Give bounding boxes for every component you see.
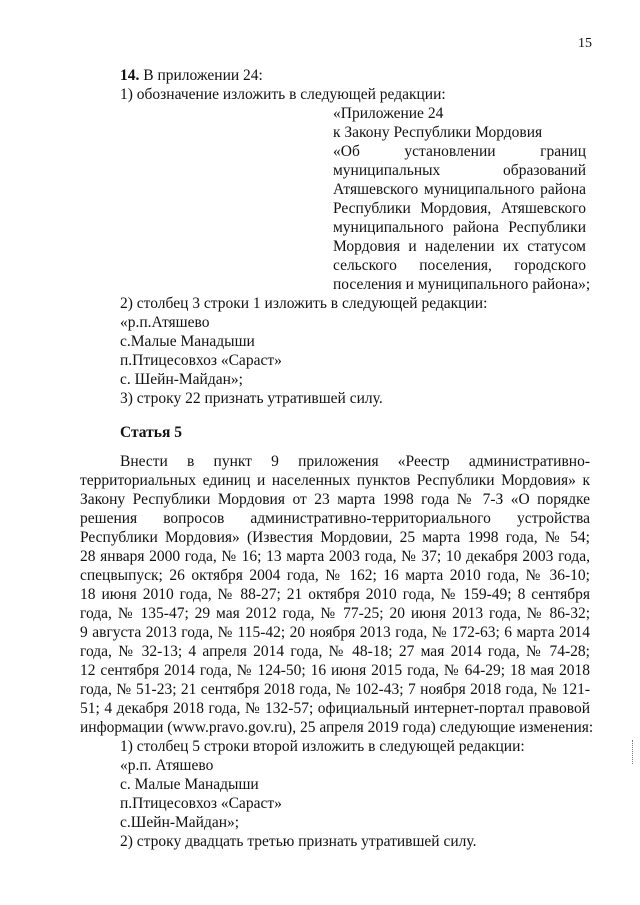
quote-line: сельского поселения, городского — [333, 257, 586, 274]
article-5-paragraph-line: Внести в пункт 9 приложения «Реестр административно- — [120, 453, 590, 470]
quote-line: «Об установлении границ — [333, 143, 586, 160]
quote-line: муниципальных образований — [333, 162, 586, 179]
article-5-paragraph-line: 12 сентября 2014 года, № 124-50; 16 июня 2015 года, № 64-29; 18 мая 2018 — [80, 662, 590, 679]
article-5-paragraph-line: территориальных единиц и населенных пунктов Республики Мордовия» к — [80, 472, 590, 489]
settlement-list-item: с.Шейн-Майдан»; — [120, 814, 240, 831]
settlement-list-item: «р.п. Атяшево — [120, 757, 214, 774]
article-5-item-2: 2) строку двадцать третью признать утратившей силу. — [120, 833, 477, 850]
section-14-number: 14. — [120, 67, 140, 84]
article-5-item-1: 1) столбец 5 строки второй изложить в следующей редакции: — [120, 738, 525, 755]
article-5-paragraph-line: 28 января 2000 года, № 16; 13 марта 2003 года, № 37; 10 декабря 2003 года, — [80, 548, 590, 565]
quote-line: Атяшевского муниципального района — [333, 181, 586, 198]
article-5-paragraph-line: года, № 135-47; 29 мая 2012 года, № 77-25; 20 июня 2013 года, № 86-32; — [80, 605, 590, 622]
settlement-list-item: с. Малые Манадыши — [120, 776, 259, 793]
article-5-paragraph-line: года, № 32-13; 4 апреля 2014 года, № 48-18; 27 мая 2014 года, № 74-28; — [80, 643, 590, 660]
quote-line: «Приложение 24 — [333, 105, 444, 122]
article-5-paragraph-line: 51; 4 декабря 2018 года, № 132-57; официальный интернет-портал правовой — [80, 700, 590, 717]
quote-line: муниципального района Республики — [333, 219, 586, 236]
quote-line: Республики Мордовия, Атяшевского — [333, 200, 586, 217]
settlement-list-item: с. Шейн-Майдан»; — [120, 371, 243, 388]
section-14-heading — [120, 66, 263, 85]
article-5-paragraph-line: Закону Республики Мордовия от 23 марта 1998 года № 7-З «О порядке — [80, 491, 590, 508]
settlement-list-item: «р.п.Атяшево — [120, 314, 210, 331]
article-5-title: Статья 5 — [120, 424, 182, 441]
settlement-list-item: с.Малые Манадыши — [120, 333, 255, 350]
section-14-item-3: 3) строку 22 признать утратившей силу. — [120, 390, 383, 407]
scan-edge-mark — [632, 740, 635, 764]
page-number: 15 — [578, 36, 592, 51]
article-5-paragraph-line: 9 августа 2013 года, № 115-42; 20 ноября 2013 года, № 172-63; 6 марта 2014 — [80, 624, 590, 641]
section-14-item-2: 2) столбец 3 строки 1 изложить в следующей редакции: — [120, 295, 488, 312]
quote-line: поселения и муниципального района»; — [333, 276, 591, 293]
article-5-paragraph-line: решения вопросов административно-территориального устройства — [80, 510, 590, 527]
quote-line: Мордовия и наделении их статусом — [333, 238, 586, 255]
article-5-paragraph-line: Республики Мордовия» (Известия Мордовии, 25 марта 1998 года, № 54; — [80, 529, 590, 546]
article-5-paragraph-line: года, № 51-23; 21 сентября 2018 года, № 102-43; 7 ноября 2018 года, № 121- — [80, 681, 590, 698]
section-14-item-1: 1) обозначение изложить в следующей редакции: — [120, 86, 446, 103]
article-5-paragraph-line: информации (www.pravo.gov.ru), 25 апреля 2019 года) следующие изменения: — [80, 719, 594, 736]
article-5-paragraph-line: 18 июня 2010 года, № 88-27; 21 октября 2010 года, № 159-49; 8 сентября — [80, 586, 590, 603]
settlement-list-item: п.Птицесовхоз «Сараст» — [120, 795, 282, 812]
article-5-paragraph-line: спецвыпуск; 26 октября 2004 года, № 162; 16 марта 2010 года, № 36-10; — [80, 567, 590, 584]
section-14-heading-text: В приложении 24: — [139, 67, 263, 84]
settlement-list-item: п.Птицесовхоз «Сараст» — [120, 352, 282, 369]
quote-line: к Закону Республики Мордовия — [333, 124, 543, 141]
